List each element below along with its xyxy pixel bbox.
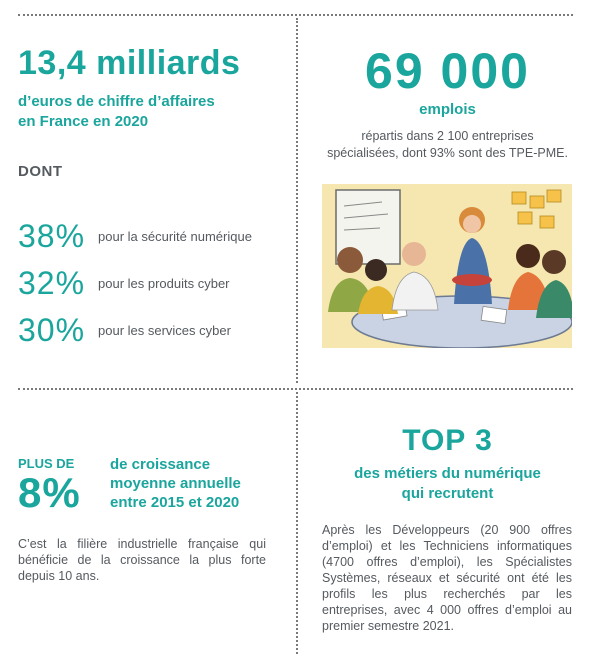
growth-description-line2: moyenne annuelle	[110, 475, 241, 492]
breakdown-label: pour les services cyber	[98, 323, 231, 338]
meeting-illustration	[322, 184, 572, 348]
revenue-subtitle-line1: d’euros de chiffre d’affaires	[18, 93, 215, 110]
growth-value: 8%	[18, 469, 81, 516]
growth-description-line3: entre 2015 et 2020	[110, 494, 240, 511]
breakdown-row	[18, 312, 231, 349]
top-jobs-subtitle-line1: des métiers du numérique	[354, 465, 541, 482]
top-jobs-subtitle	[305, 464, 590, 504]
growth-description	[110, 455, 241, 512]
red-bag	[452, 274, 492, 286]
vertical-divider-top	[296, 18, 298, 383]
breakdown-label: pour les produits cyber	[98, 276, 230, 291]
breakdown-percent: 38%	[18, 218, 86, 254]
top-divider	[18, 14, 573, 16]
growth-description-line1: de croissance	[110, 456, 211, 473]
top-jobs-headline: TOP 3	[402, 424, 493, 457]
revenue-subtitle-line2: en France en 2020	[18, 113, 149, 130]
top-jobs-paragraph: Après les Développeurs (20 900 offres d’emploi) et les Techniciens informatiques (4700 offres d’emploi), les Spécialistes Systèmes, réseaux et sécurité ont été les profils les plus recherchés par les entreprises, avec 4 000 offres d’emploi au premier semestre 2021.	[322, 523, 572, 633]
jobs-detail-line2: spécialisées, dont 93% sont des TPE-PME.	[327, 146, 568, 160]
middle-divider	[18, 388, 573, 390]
jobs-detail	[305, 128, 590, 162]
breakdown-label: pour la sécurité numérique	[98, 229, 252, 244]
jobs-detail-line1: répartis dans 2 100 entreprises	[361, 129, 534, 143]
jobs-unit: emplois	[419, 101, 476, 118]
vertical-divider-bottom	[296, 392, 298, 654]
top-jobs-subtitle-line2: qui recrutent	[401, 485, 494, 502]
growth-paragraph: C’est la filière industrielle française qui bénéficie de la croissance la plus forte depuis 10 ans.	[18, 537, 266, 583]
jobs-headline: 69 000	[365, 43, 530, 99]
revenue-headline: 13,4 milliards	[18, 44, 241, 82]
breakdown-percent: 30%	[18, 312, 86, 348]
dont-label: DONT	[18, 163, 63, 180]
breakdown-row	[18, 218, 252, 255]
revenue-subtitle	[18, 92, 215, 132]
breakdown-row	[18, 265, 230, 302]
growth-prefix: PLUS DE	[18, 456, 75, 471]
breakdown-percent: 32%	[18, 265, 86, 301]
